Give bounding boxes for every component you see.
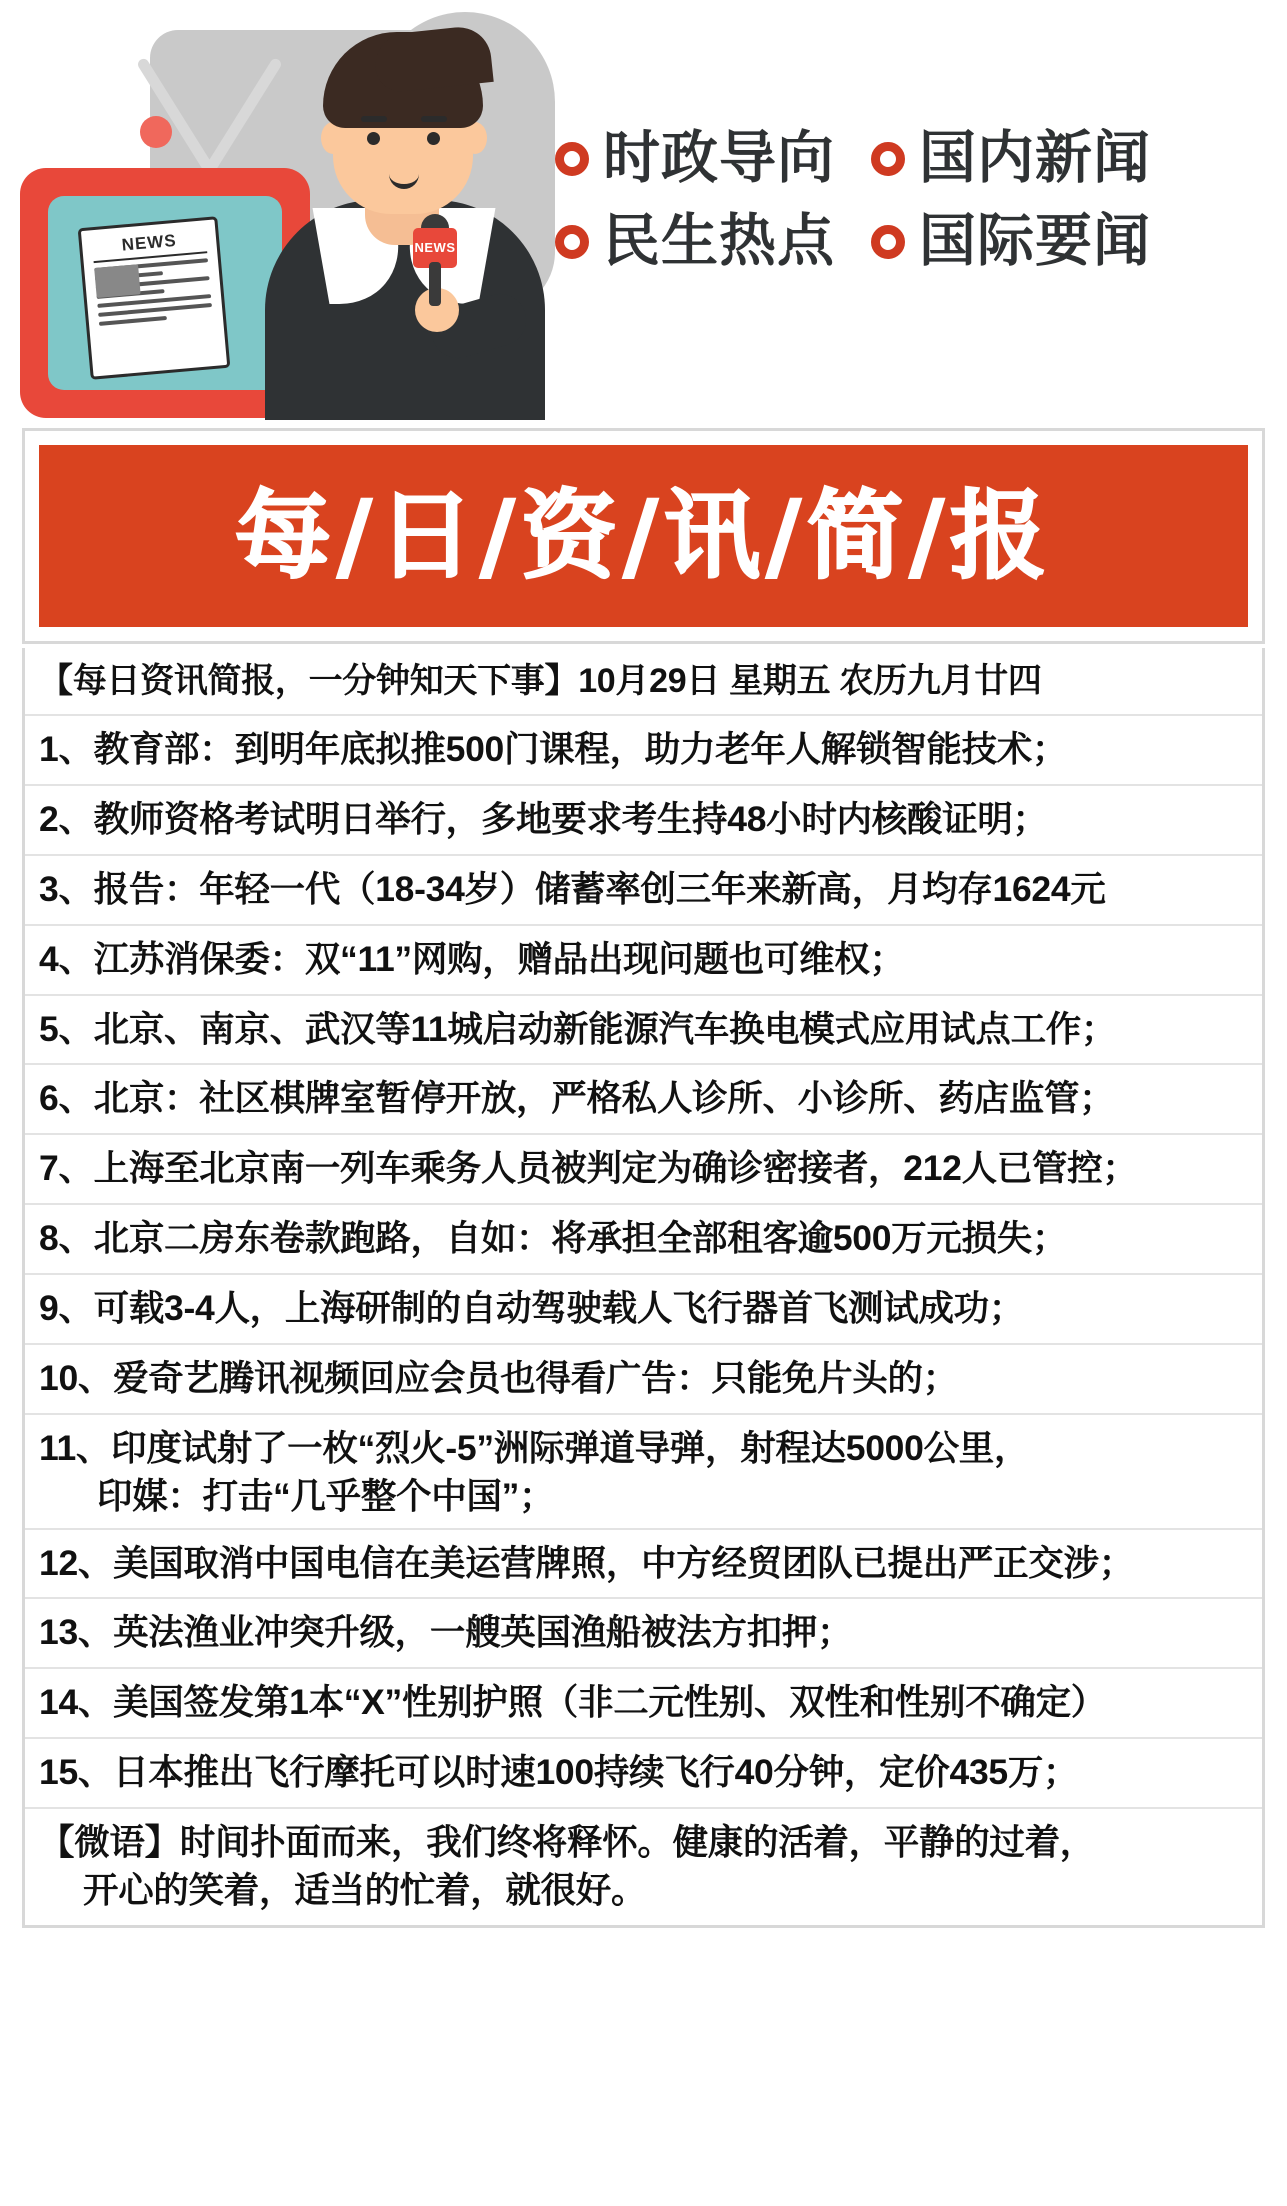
news-item-11 [25,1415,1262,1530]
news-item: 14、美国签发第1本“X”性别护照（非二元性别、双性和性别不确定） [25,1669,1262,1739]
tv-antenna-knob [140,116,172,148]
tv-antenna-icon [150,40,270,170]
news-item: 7、上海至北京南一列车乘务人员被判定为确诊密接者，212人已管控； [25,1135,1262,1205]
tagline-text: 国内新闻 [919,126,1151,190]
news-item-11-line2: 印媒：打击“几乎整个中国”； [97,1475,555,1516]
tagline-text: 民生热点 [603,209,835,273]
bullet-dot-icon [555,142,589,176]
title-banner [39,445,1248,627]
closing-note-line1: 【微语】时间扑面而来，我们终将释怀。健康的活着，平静的过着， [39,1822,1096,1863]
news-item: 1、教育部：到明年底拟推500门课程，助力老年人解锁智能技术； [25,716,1262,786]
header-illustration [0,0,1287,430]
news-item: 3、报告：年轻一代（18-34岁）储蓄率创三年来新高，月均存1624元 [25,856,1262,926]
newspaper-masthead: NEWS [92,228,208,263]
news-item: 2、教师资格考试明日举行，多地要求考生持48小时内核酸证明； [25,786,1262,856]
microphone-label: NEWS [413,228,457,268]
news-item: 12、美国取消中国电信在美运营牌照，中方经贸团队已提出严正交涉； [25,1530,1262,1600]
news-item: 6、北京：社区棋牌室暂停开放，严格私人诊所、小诊所、药店监管； [25,1065,1262,1135]
news-anchor-illustration [255,0,555,418]
news-item: 9、可载3-4人，上海研制的自动驾驶载人飞行器首飞测试成功； [25,1275,1262,1345]
news-item: 8、北京二房东卷款跑路，自如：将承担全部租客逾500万元损失； [25,1205,1262,1275]
tagline-item-3 [555,209,835,273]
newspaper-image-block [94,264,140,298]
closing-note [25,1809,1262,1925]
newspaper-icon [78,216,231,380]
header-taglines [555,126,1255,296]
news-item: 15、日本推出飞行摩托可以时速100持续飞行40分钟，定价435万； [25,1739,1262,1809]
closing-note-line2: 开心的笑着，适当的忙着，就很好。 [83,1869,647,1910]
page-title: 每/日/资/讯/简/报 [234,480,1053,592]
bullet-dot-icon [871,225,905,259]
tagline-item-4 [871,209,1151,273]
news-item: 4、江苏消保委：双“11”网购，赠品出现问题也可维权； [25,926,1262,996]
news-list [22,648,1265,1928]
news-item: 13、英法渔业冲突升级，一艘英国渔船被法方扣押； [25,1599,1262,1669]
tagline-row-2 [555,209,1255,273]
tagline-text: 国际要闻 [919,209,1151,273]
bullet-dot-icon [555,225,589,259]
news-item: 5、北京、南京、武汉等11城启动新能源汽车换电模式应用试点工作； [25,996,1262,1066]
news-item-11-line1: 11、印度试射了一枚“烈火-5”洲际弹道导弹，射程达5000公里， [39,1427,1030,1468]
tagline-item-2 [871,126,1151,190]
news-headline: 【每日资讯简报，一分钟知天下事】10月29日 星期五 农历九月廿四 [25,648,1262,716]
news-item: 10、爱奇艺腾讯视频回应会员也得看广告：只能免片头的； [25,1345,1262,1415]
bullet-dot-icon [871,142,905,176]
microphone-icon [413,214,457,304]
title-banner-frame [22,428,1265,644]
tagline-row-1 [555,126,1255,190]
tagline-item-1 [555,126,835,190]
tagline-text: 时政导向 [603,126,835,190]
